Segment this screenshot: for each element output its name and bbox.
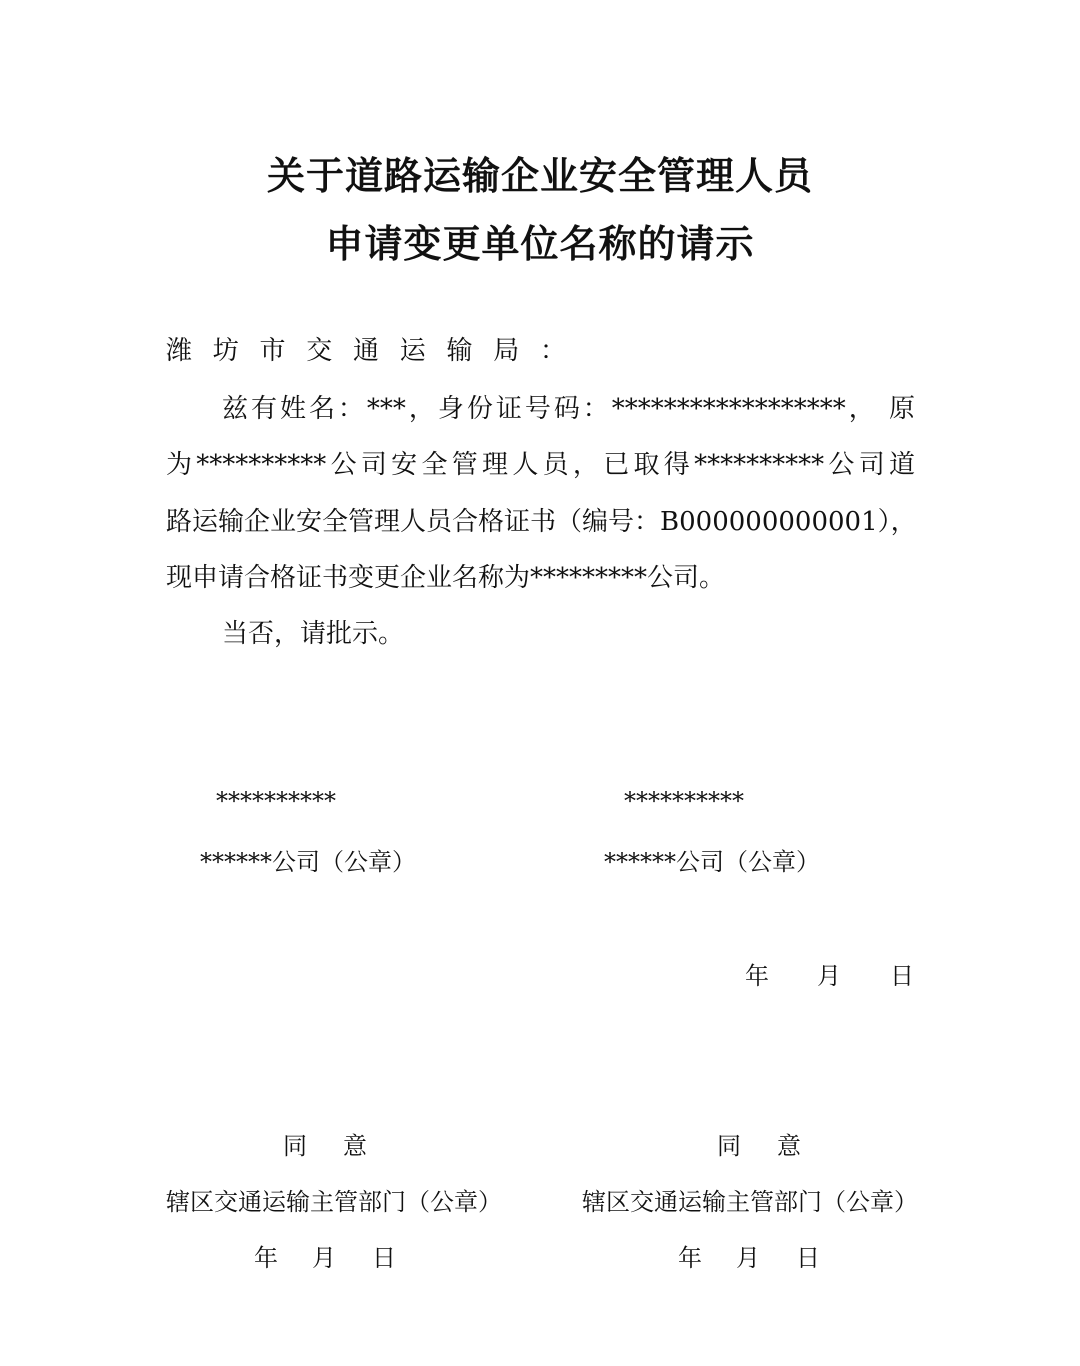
signatory-1-company-seal: ******公司（公章） [200,848,416,876]
approval-1-year-label: 年 [254,1244,278,1272]
signatory-1-name: ********** [216,787,336,815]
date-day-label: 日 [890,962,914,990]
body-line-2: 为**********公司安全管理人员，已取得**********公司道 [166,450,915,480]
closing-line: 当否，请批示。 [222,619,405,649]
document-date [745,956,915,990]
approval-2-year-label: 年 [678,1244,702,1272]
document-title-line-1: 关于道路运输企业安全管理人员 [266,154,813,198]
body-line-4: 现申请合格证书变更企业名称为*********公司。 [166,563,726,593]
signatory-2-name: ********** [624,787,744,815]
approval-2-month-label: 月 [736,1244,760,1272]
approval-1-date [254,1238,396,1272]
approval-2-day-label: 日 [796,1244,820,1272]
signatory-2-company-seal: ******公司（公章） [604,848,820,876]
approval-1-day-label: 日 [372,1244,396,1272]
document-title-line-2: 申请变更单位名称的请示 [325,222,755,266]
date-month-label: 月 [817,962,841,990]
approval-2-agree: 同 意 [717,1132,801,1160]
approval-1-agree: 同 意 [283,1132,367,1160]
addressee: 潍坊市交通运输局： [166,336,566,366]
approval-1-month-label: 月 [312,1244,336,1272]
body-line-1: 兹有姓名：***，身份证号码：******************， 原 [222,394,915,424]
date-year-label: 年 [745,962,769,990]
approval-1-department: 辖区交通运输主管部门（公章） [166,1188,502,1216]
approval-2-date [678,1238,820,1272]
approval-2-department: 辖区交通运输主管部门（公章） [582,1188,918,1216]
body-line-3: 路运输企业安全管理人员合格证书（编号：B000000000001）， [166,507,917,537]
